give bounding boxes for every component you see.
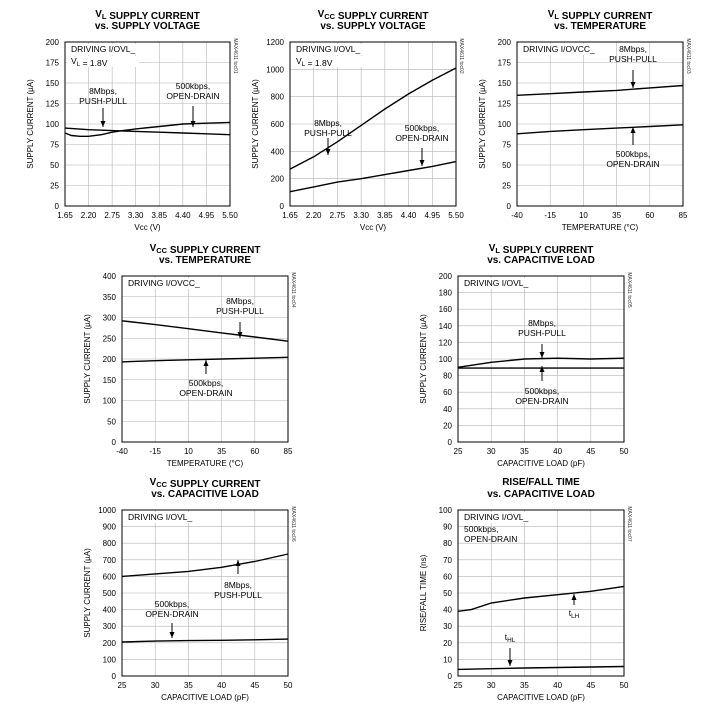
chart-title-part: vs. TEMPERATURE [158, 255, 252, 266]
annotation-text-sub: L [301, 61, 306, 68]
chart-title-sub: L [554, 12, 559, 21]
y-tick-label: 200 [270, 174, 284, 184]
y-tick-label: 140 [438, 321, 452, 331]
annotation-text: 8Mbps, [619, 44, 647, 54]
series-line [290, 162, 456, 192]
x-tick-label: -15 [544, 211, 556, 220]
x-tick-label: -40 [116, 447, 128, 456]
y-tick-label: 200 [45, 38, 59, 47]
y-tick-label: 400 [102, 605, 116, 615]
y-tick-label: 60 [443, 388, 452, 398]
y-tick-label: 150 [45, 79, 59, 88]
x-tick-label: 35 [183, 681, 193, 690]
y-tick-label: 80 [443, 539, 452, 549]
y-tick-label: 0 [279, 202, 284, 211]
chart-title-sub: CC [324, 12, 336, 21]
annotation-text: 500kbps, [615, 149, 651, 159]
y-tick-label: 80 [443, 371, 452, 381]
y-tick-label: 0 [506, 202, 511, 211]
y-tick-label: 800 [270, 92, 284, 102]
series-line [517, 86, 683, 96]
annotation-text: 8Mbps, [314, 118, 342, 128]
x-tick-label: 3.30 [127, 211, 144, 220]
y-tick-label: 200 [102, 355, 116, 364]
y-tick-label: 10 [443, 655, 452, 665]
x-tick-label: 4.95 [198, 211, 215, 220]
x-tick-label: 3.30 [353, 211, 369, 220]
arrowhead [420, 160, 425, 166]
y-tick-label: 25 [50, 181, 59, 191]
x-tick-label: 25 [453, 447, 463, 456]
annotation-text: PUSH-PULL [214, 590, 262, 600]
y-tick-label: 600 [270, 120, 284, 129]
annotation-text-part: t [504, 632, 508, 642]
annotation-text: OPEN-DRAIN [166, 91, 220, 101]
annotation-text: 8Mbps, [226, 296, 254, 306]
chart-panel [251, 9, 464, 232]
chart-title-sub: CC [156, 246, 168, 255]
x-tick-label: 30 [486, 447, 496, 456]
y-tick-label: 600 [102, 572, 116, 582]
y-tick-label: 180 [438, 288, 452, 298]
chart-title-part: SUPPLY CURRENT [106, 11, 200, 22]
x-tick-label: 45 [250, 681, 260, 690]
chart-title [554, 21, 646, 32]
x-axis-label: CAPACITIVE LOAD (pF) [161, 693, 249, 702]
y-tick-label: 100 [102, 655, 116, 665]
y-tick-label: 40 [443, 605, 452, 615]
y-axis-label: SUPPLY CURRENT (µA) [251, 79, 260, 169]
chart-title-part: SUPPLY CURRENT [558, 11, 653, 22]
y-tick-label: 30 [443, 622, 452, 632]
annotation-text-part: DRIVING I/OVL_ [296, 44, 361, 54]
annotation-text: OPEN-DRAIN [606, 159, 660, 169]
annotation-text-part: V [296, 56, 302, 66]
annotation-text: 500kbps, [175, 81, 211, 91]
y-tick-label: 50 [50, 161, 59, 170]
y-tick-label: 250 [102, 334, 116, 344]
chart-title [151, 489, 259, 500]
annotation-text: 500kbps, [464, 524, 499, 534]
x-tick-label: 45 [586, 447, 596, 456]
x-tick-label: 1.65 [57, 211, 73, 220]
series-line [458, 358, 624, 367]
y-tick-label: 100 [497, 120, 511, 129]
y-tick-label: 125 [497, 99, 511, 109]
x-axis-label: CAPACITIVE LOAD (pF) [497, 693, 585, 702]
chart-title [487, 489, 595, 500]
annotation-text: PUSH-PULL [304, 128, 352, 138]
annotation-text: PUSH-PULL [518, 328, 566, 338]
annotation-text [71, 56, 108, 68]
chart-title [320, 21, 426, 32]
side-label: MAX4611 toc04 [290, 272, 296, 308]
series-line [458, 667, 624, 670]
y-tick-label: 75 [50, 140, 59, 150]
arrowhead [326, 149, 331, 155]
chart-title-part: V [317, 9, 325, 20]
y-tick-label: 100 [438, 355, 452, 364]
y-tick-label: 1000 [98, 506, 116, 515]
annotation-text [296, 44, 361, 54]
side-label: MAX4611 toc07 [626, 506, 632, 542]
annotation-text: OPEN-DRAIN [395, 133, 449, 143]
x-tick-label: 30 [486, 681, 496, 690]
chart-title-sub: L [101, 12, 107, 21]
chart-title-part: SUPPLY CURRENT [335, 11, 429, 22]
y-axis-label: SUPPLY CURRENT (µA) [478, 79, 487, 169]
y-tick-label: 75 [502, 140, 511, 150]
x-tick-label: 40 [553, 447, 563, 456]
chart-title-part: vs. CAPACITIVE LOAD [487, 255, 595, 266]
annotation-text: 500kbps, [524, 386, 560, 396]
annotation-text [296, 56, 333, 68]
side-label: MAX4611 toc05 [626, 272, 632, 308]
chart-panel [26, 9, 238, 232]
y-tick-label: 700 [102, 555, 116, 565]
y-tick-label: 125 [45, 99, 59, 109]
chart-title-part: V [149, 243, 157, 254]
annotation-text [464, 278, 529, 288]
chart-title-part: vs. SUPPLY VOLTAGE [94, 21, 201, 32]
arrowhead [572, 594, 577, 600]
x-tick-label: 2.20 [305, 211, 322, 220]
chart-title [95, 21, 201, 32]
x-tick-label: 50 [619, 681, 629, 690]
arrowhead [631, 82, 636, 88]
annotation-text-part: DRIVING I/OVL_ [464, 278, 529, 288]
annotation-text: OPEN-DRAIN [179, 388, 233, 398]
x-tick-label: 35 [217, 447, 227, 456]
y-tick-label: 70 [443, 555, 452, 565]
annotation-text: OPEN-DRAIN [464, 534, 518, 544]
annotation-text: 500kbps, [154, 599, 190, 609]
y-tick-label: 0 [111, 672, 116, 681]
chart-title-part: RISE/FALL TIME [502, 477, 580, 488]
series-line [517, 125, 683, 134]
chart-title-part: V [95, 9, 102, 20]
y-tick-label: 100 [438, 506, 452, 515]
x-tick-label: 60 [645, 211, 655, 220]
y-tick-label: 150 [497, 79, 511, 88]
y-tick-label: 0 [447, 438, 452, 447]
x-tick-label: 35 [519, 681, 529, 690]
x-tick-label: 3.85 [151, 211, 168, 220]
chart-title-part: vs. CAPACITIVE LOAD [487, 489, 595, 500]
annotation-text: OPEN-DRAIN [515, 396, 569, 406]
y-tick-label: 0 [447, 672, 452, 681]
series-line [122, 357, 288, 362]
annotation-text-part: t [568, 608, 572, 618]
side-label: MAX4611 toc06 [290, 506, 296, 542]
y-tick-label: 20 [443, 421, 452, 431]
x-axis-label: Vcc (V) [359, 223, 387, 232]
x-axis-label: Vcc (V) [134, 223, 161, 232]
annotation-text: 8Mbps, [224, 580, 252, 590]
x-tick-label: 35 [612, 211, 622, 220]
y-tick-label: 900 [102, 522, 116, 532]
annotation-text-part: = 1.8V [80, 58, 108, 68]
arrowhead [170, 632, 175, 638]
chart-title-part: SUPPLY CURRENT [167, 479, 261, 490]
y-tick-label: 200 [102, 638, 116, 648]
chart-title [159, 255, 251, 266]
y-tick-label: 400 [270, 147, 284, 157]
series-line [65, 128, 230, 135]
x-tick-label: 4.40 [175, 211, 191, 220]
y-tick-label: 0 [111, 438, 116, 447]
chart-panel [83, 243, 296, 468]
y-axis-label: SUPPLY CURRENT (µA) [83, 314, 92, 404]
annotation-text [523, 44, 595, 54]
x-axis-label: TEMPERATURE (°C) [166, 459, 244, 468]
x-tick-label: 85 [283, 447, 293, 456]
chart-title-part: SUPPLY CURRENT [499, 245, 594, 256]
x-tick-label: 2.75 [329, 211, 346, 220]
side-label: MAX4611 toc02 [458, 38, 464, 74]
annotation-text-part: DRIVING I/OVCC_ [523, 44, 595, 54]
annotation-text-part: DRIVING I/OVCC_ [128, 278, 200, 288]
x-tick-label: 50 [619, 447, 629, 456]
annotation-text: 8Mbps, [89, 86, 117, 96]
x-tick-label: 45 [586, 681, 596, 690]
annotation-text [464, 512, 529, 522]
chart-title-part: V [149, 477, 157, 488]
x-tick-label: 5.50 [222, 211, 238, 220]
y-axis-label: SUPPLY CURRENT (µA) [419, 314, 428, 404]
x-tick-label: 3.85 [377, 211, 393, 220]
y-tick-label: 50 [107, 417, 116, 427]
x-tick-label: 60 [250, 447, 260, 456]
x-tick-label: 1.65 [282, 211, 298, 220]
x-tick-label: 40 [553, 681, 563, 690]
x-tick-label: 2.75 [104, 211, 120, 220]
x-tick-label: 25 [117, 681, 127, 690]
chart-title-part: V [547, 9, 555, 20]
x-tick-label: 30 [150, 681, 160, 690]
x-tick-label: 25 [453, 681, 463, 690]
annotation-text-sub: LH [571, 613, 580, 620]
y-tick-label: 60 [443, 572, 452, 582]
annotation-text-part: DRIVING I/OVL_ [128, 512, 193, 522]
annotation-text-sub: L [76, 61, 81, 68]
annotation-text-part: DRIVING I/OVL_ [71, 44, 136, 54]
x-tick-label: 4.40 [400, 211, 417, 220]
annotation-text-sub: HL [507, 637, 516, 644]
x-tick-label: 2.20 [80, 211, 97, 220]
y-tick-label: 175 [497, 58, 511, 68]
y-tick-label: 200 [438, 272, 452, 281]
annotation-text [71, 44, 136, 54]
x-tick-label: 5.50 [448, 211, 464, 220]
chart-title [487, 255, 595, 266]
y-tick-label: 350 [102, 292, 116, 302]
annotation-text [128, 512, 193, 522]
chart-title-sub: L [495, 246, 500, 255]
x-tick-label: -15 [149, 447, 161, 456]
annotation-text: PUSH-PULL [216, 306, 264, 316]
y-tick-label: 800 [102, 539, 116, 549]
y-tick-label: 200 [497, 38, 511, 47]
annotation-text [128, 278, 200, 288]
chart-title-part: vs. SUPPLY VOLTAGE [320, 21, 426, 32]
x-tick-label: 10 [183, 447, 193, 456]
y-tick-label: 175 [45, 58, 59, 68]
y-tick-label: 20 [443, 638, 452, 648]
y-axis-label: RISE/FALL TIME (ns) [419, 554, 428, 632]
annotation-text-part: V [71, 56, 77, 66]
annotation-text: 500kbps, [188, 378, 224, 388]
x-axis-label: CAPACITIVE LOAD (pF) [497, 459, 585, 468]
y-tick-label: 100 [102, 396, 116, 406]
x-tick-label: -40 [511, 211, 523, 220]
y-tick-label: 100 [45, 120, 59, 129]
y-axis-label: SUPPLY CURRENT (µA) [83, 548, 92, 638]
chart-panel [478, 9, 691, 232]
y-tick-label: 50 [502, 161, 511, 170]
chart-title-part: SUPPLY CURRENT [167, 245, 261, 256]
x-tick-label: 85 [678, 211, 688, 220]
chart-title [502, 477, 580, 488]
arrowhead [540, 352, 545, 358]
annotation-text-part: = 1.8V [305, 58, 333, 68]
arrowhead [204, 360, 209, 366]
y-tick-label: 150 [102, 375, 116, 385]
x-tick-label: 4.95 [424, 211, 441, 220]
x-tick-label: 35 [519, 447, 529, 456]
side-label: MAX4611 toc03 [685, 38, 691, 74]
annotation-text [505, 632, 516, 644]
arrowhead [236, 560, 241, 566]
series-line [122, 554, 288, 576]
y-tick-label: 1200 [266, 38, 284, 47]
chart-title-part: V [488, 243, 496, 254]
chart-panel [83, 477, 296, 702]
y-tick-label: 40 [443, 404, 452, 414]
x-tick-label: 40 [217, 681, 227, 690]
y-tick-label: 50 [443, 589, 452, 598]
annotation-text: PUSH-PULL [609, 54, 657, 64]
annotation-text: PUSH-PULL [79, 96, 127, 106]
chart-panel [419, 477, 632, 702]
series-line [122, 639, 288, 642]
x-axis-label: TEMPERATURE (°C) [561, 223, 639, 232]
y-tick-label: 300 [102, 313, 116, 323]
y-axis-label: SUPPLY CURRENT (µA) [26, 79, 35, 169]
y-tick-label: 500 [102, 589, 116, 598]
x-tick-label: 50 [283, 681, 293, 690]
annotation-text: 500kbps, [404, 123, 440, 133]
y-tick-label: 300 [102, 622, 116, 632]
y-tick-label: 90 [443, 522, 452, 532]
chart-panel [419, 243, 632, 468]
annotation-text-part: DRIVING I/OVL_ [464, 512, 529, 522]
y-tick-label: 25 [502, 181, 511, 191]
arrowhead [540, 366, 545, 372]
y-tick-label: 400 [102, 272, 116, 281]
side-label: MAX4611 toc01 [232, 38, 238, 74]
series-line [458, 586, 624, 611]
y-tick-label: 120 [438, 338, 452, 348]
chart-title-part: vs. TEMPERATURE [553, 21, 647, 32]
x-tick-label: 10 [578, 211, 588, 220]
chart-title-sub: CC [156, 480, 168, 489]
y-tick-label: 0 [54, 202, 59, 211]
annotation-text: 8Mbps, [528, 318, 556, 328]
y-tick-label: 160 [438, 305, 452, 315]
arrowhead [508, 660, 513, 666]
chart-title-part: vs. CAPACITIVE LOAD [151, 489, 259, 500]
annotation-text: OPEN-DRAIN [145, 609, 199, 619]
y-tick-label: 1000 [266, 65, 284, 75]
